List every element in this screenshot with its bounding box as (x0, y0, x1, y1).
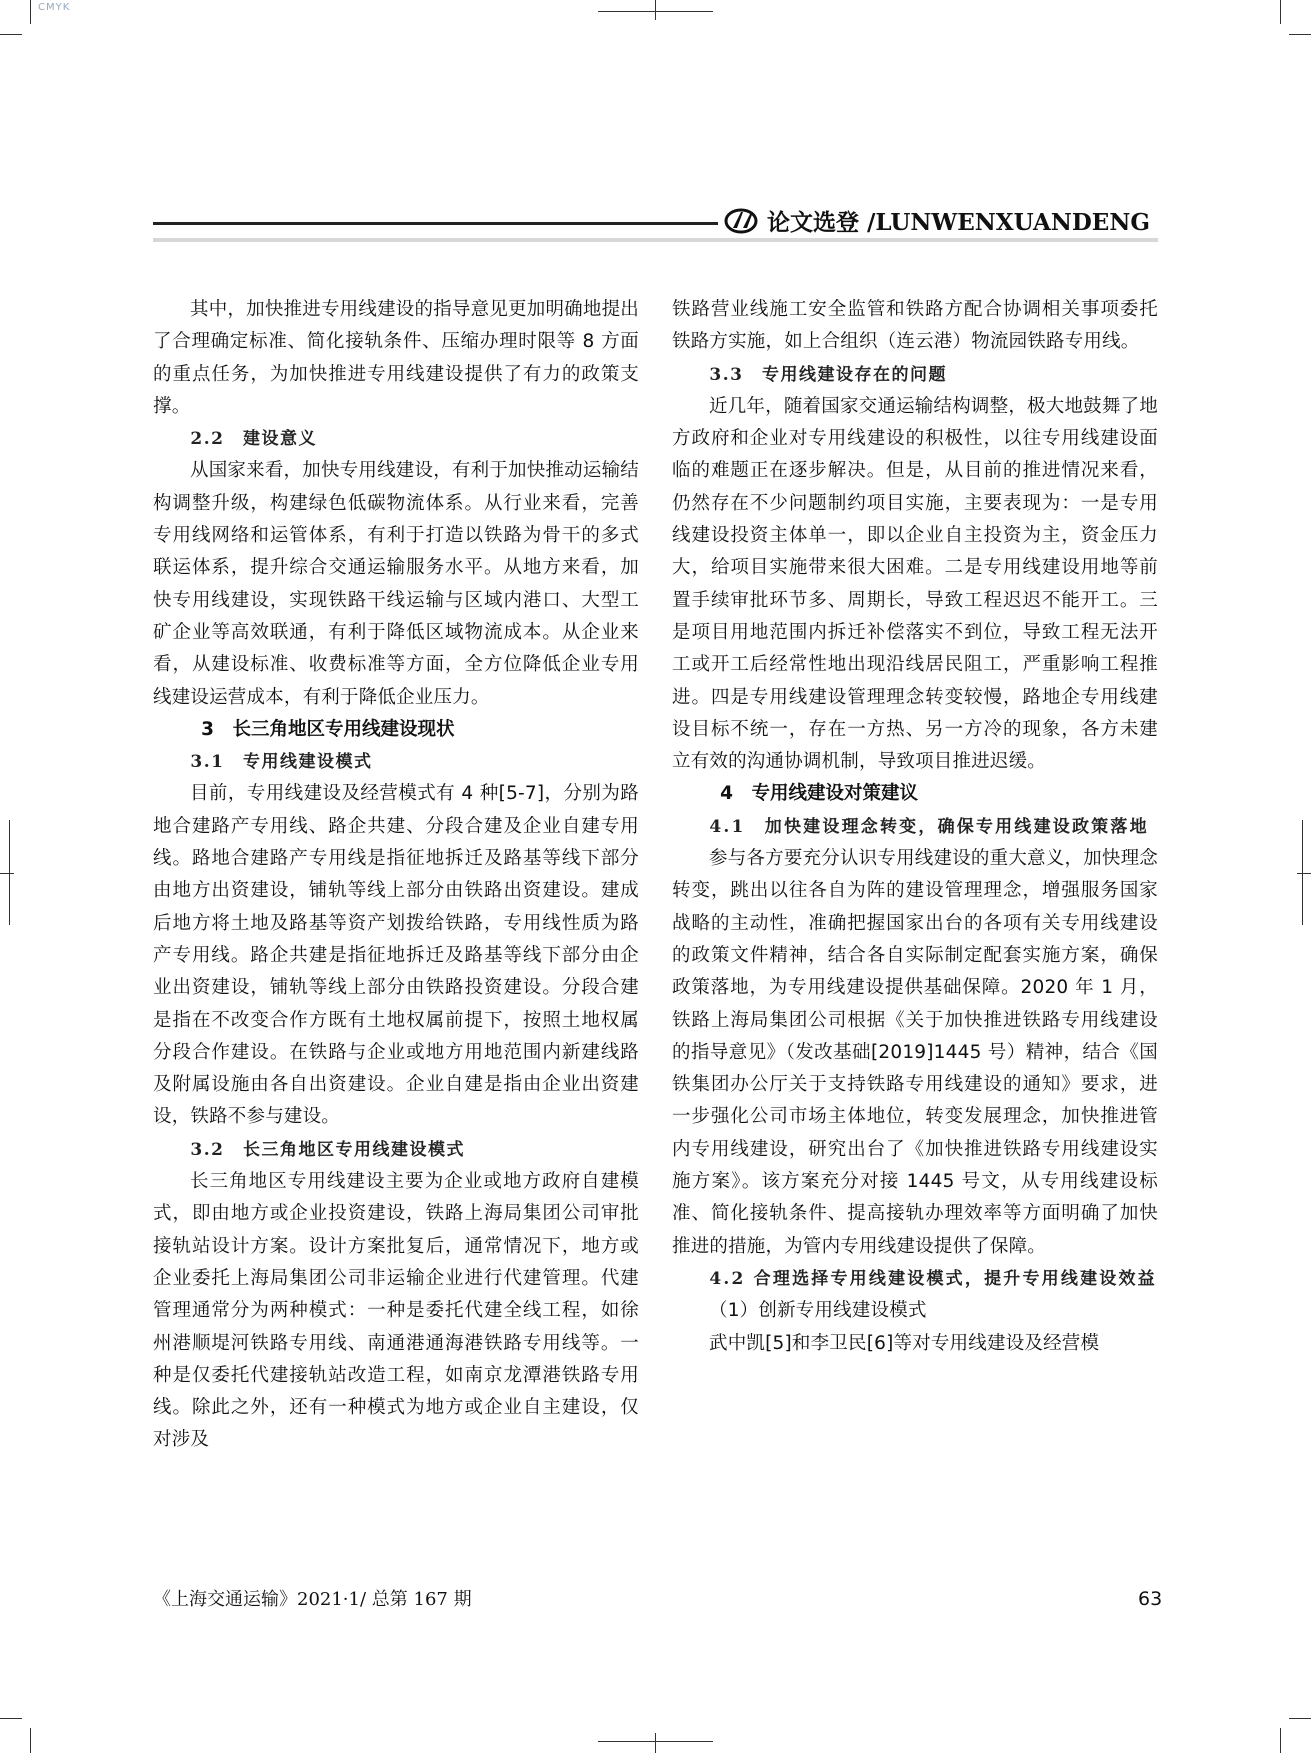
paragraph: 近几年，随着国家交通运输结构调整，极大地鼓舞了地方政府和企业对专用线建设的积极性，以往专用线建设面临的难题正在逐步解决。但是，从目前的推进情况来看，仍然存在不少问题制约项目实施，主要表现为：一是专用线建设投资主体单一，即以企业自主投资为主，资金压力大，给项目实施带来很大困难。二是专用线建设用地等前置手续审批环节多、周期长，导致工程迟迟不能开工。三是项目用地范围内拆迁补偿落实不到位，导致工程无法开工或开工后经常性地出现沿线居民阻工，严重影响工程推进。四是专用线建设管理理念转变较慢，路地企专用线建设目标不统一，存在一方热、另一方冷的现象，各方未建立有效的沟通协调机制，导致项目推进迟缓。 (672, 395, 1158, 773)
subsection-heading: 4.1 加快建设理念转变，确保专用线建设政策落地 (709, 816, 1149, 837)
paragraph: 目前，专用线建设及经营模式有 4 种[5-7]，分别为路地合建路产专用线、路企共建、分段合建及企业自建专用线。路地合建路产专用线是指征地拆迁及路基等线下部分由地方出资建设，铺轨等线上部分由铁路出资建设。建成后地方将土地及路基等资产划拨给铁路，专用线性质为路产专用线。路企共建是指征地拆迁及路基等线下部分由企业出资建设，铺轨等线上部分由铁路投资建设。分段合建是指在不改变合作方既有土地权属前提下，按照土地权属分段合作建设。在铁路与企业或地方用地范围内新建线路及附属设施由各自出资建设。企业自建是指由企业出资建设，铁路不参与建设。 (153, 783, 639, 1128)
running-header (153, 200, 1158, 244)
subsection-heading: 3.3 专用线建设存在的问题 (709, 364, 947, 385)
header-rule (153, 222, 718, 225)
subsection-heading: 3.2 长三角地区专用线建设模式 (190, 1139, 465, 1160)
subsection-heading: 4.2 合理选择专用线建设模式，提升专用线建设效益 (709, 1268, 1157, 1289)
subsection-heading: 3.1 专用线建设模式 (190, 752, 373, 773)
paragraph: 铁路营业线施工安全监管和铁路方配合协调相关事项委托铁路方实施，如上合组织（连云港）物流园铁路专用线。 (672, 299, 1158, 353)
crop-mark (1289, 1718, 1311, 1719)
crop-mark (0, 1718, 22, 1719)
crop-mark (1280, 0, 1281, 24)
color-bar-label: CMYK (38, 2, 71, 13)
crop-mark (655, 0, 656, 20)
left-column (153, 294, 639, 1457)
paragraph: 从国家来看，加快专用线建设，有利于加快推动运输结构调整升级，构建绿色低碳物流体系。从行业来看，完善专用线网络和运管体系，有利于打造以铁路为骨干的多式联运体系，提升综合交通运输服务水平。从地方来看，加快专用线建设，实现铁路干线运输与区域内港口、大型工矿企业等高效联通，有利于降低区域物流成本。从企业来看，从建设标准、收费标准等方面，全方位降低企业专用线建设运营成本，有利于降低企业压力。 (153, 460, 639, 708)
page-number: 63 (1138, 1588, 1163, 1610)
crop-mark (30, 0, 31, 24)
crop-mark (1302, 820, 1303, 925)
crop-mark (0, 34, 22, 35)
journal-issue-footer: 《上海交通运输》2021·1/ 总第 167 期 (153, 1589, 472, 1610)
paragraph: 长三角地区专用线建设主要为企业或地方政府自建模式，即由地方或企业投资建设，铁路上海局集团公司审批接轨站设计方案。设计方案批复后，通常情况下，地方或企业委托上海局集团公司非运输企业进行代建管理。代建管理通常分为两种模式：一种是委托代建全线工程，如徐州港顺堤河铁路专用线、南通港通海港铁路专用线等。一种是仅委托代建接轨站改造工程，如南京龙潭港铁路专用线。除此之外，还有一种模式为地方或企业自主建设，仅对涉及 (153, 1171, 639, 1451)
journal-logo-icon (723, 206, 763, 236)
journal-section-title: 论文选登 /LUNWENXUANDENG (767, 209, 1150, 236)
crop-mark (0, 873, 14, 874)
list-heading: （1）创新专用线建设模式 (709, 1300, 927, 1322)
paragraph: 参与各方要充分认识专用线建设的重大意义，加快理念转变，跳出以往各自为阵的建设管理理念，增强服务国家战略的主动性，准确把握国家出台的各项有关专用线建设的政策文件精神，结合各自实际制定配套实施方案，确保政策落地，为专用线建设提供基础保障。2020 年 1 月，铁路上海局集团公司根据《关于加快推进铁路专用线建设的指导意见》（发改基础[2019]1445 号）精神，结合《国铁集团办公厅关于支持铁路专用线建设的通知》要求，进一步强化公司市场主体地位，转变发展理念，加快推进管内专用线建设，研究出台了《加快推进铁路专用线建设实施方案》。该方案充分对接 1445 号文，从专用线建设标准、简化接轨条件、提高接轨办理效率等方面明确了加快推进的措施，为管内专用线建设提供了保障。 (672, 848, 1158, 1257)
crop-mark (1297, 873, 1311, 874)
section-heading: 3 长三角地区专用线建设现状 (201, 718, 455, 740)
paragraph: 武中凯[5]和李卫民[6]等对专用线建设及经营模 (709, 1332, 1100, 1354)
section-heading: 4 专用线建设对策建议 (720, 783, 918, 805)
right-column (672, 294, 1158, 1360)
crop-mark (30, 1728, 31, 1753)
paragraph: 其中，加快推进专用线建设的指导意见更加明确地提出了合理确定标准、简化接轨条件、压缩办理时限等 8 方面的重点任务，为加快推进专用线建设提供了有力的政策支撑。 (153, 299, 639, 417)
crop-mark (1280, 1728, 1281, 1753)
header-underbar (153, 238, 1158, 242)
crop-mark (655, 1733, 656, 1753)
crop-mark (1289, 34, 1311, 35)
crop-mark (9, 820, 10, 925)
subsection-heading: 2.2 建设意义 (190, 429, 317, 450)
